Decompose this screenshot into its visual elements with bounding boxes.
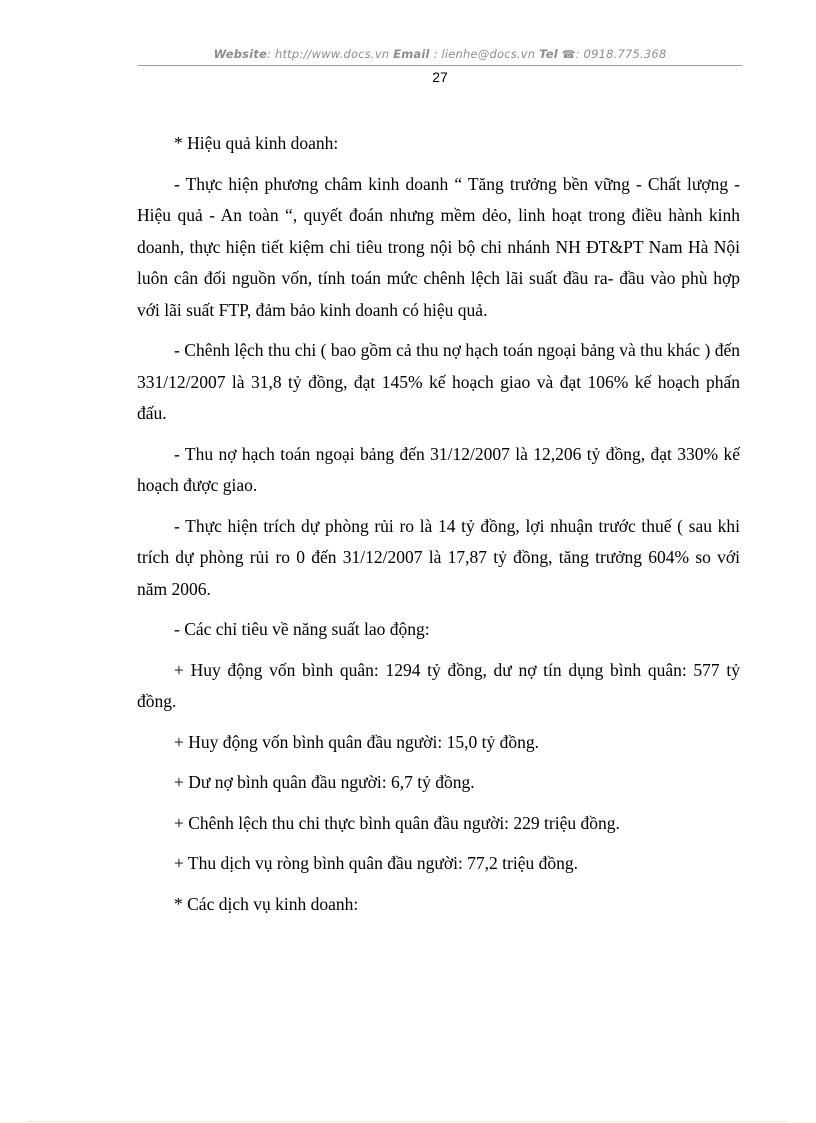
footer-divider (28, 1121, 788, 1122)
list-item-average-mobilization: + Huy động vốn bình quân: 1294 tỷ đồng, dư nợ tín dụng bình quân: 577 tỷ đồng. (137, 659, 740, 711)
section-heading-business-services: * Các dịch vụ kinh doanh: (174, 893, 359, 914)
paragraph-business-motto: - Thực hiện phương châm kinh doanh “ Tăng trưởng bền vững - Chất lượng - Hiệu quả - An toàn “, quyết đoán nhưng mềm dẻo, linh hoạt trong điều hành kinh doanh, thực hiện tiết kiệm chi tiêu trong nội bộ chi nhánh NH ĐT&PT Nam Hà Nội luôn cân đối nguồn vốn, tính toán mức chênh lệch lãi suất đầu ra- đầu vào phù hợp với lãi suất FTP, đảm bảo kinh doanh có hiệu quả. (137, 173, 740, 320)
paragraph-productivity-heading: - Các chỉ tiêu về năng suất lao động: (174, 619, 430, 639)
website-label: Website (213, 47, 268, 61)
section-heading-business-efficiency: * Hiệu quả kinh doanh: (174, 133, 339, 153)
list-item-net-income-per-capita: + Chênh lệch thu chi thực bình quân đầu người: 229 triệu đồng. (174, 812, 620, 833)
website-value: : http://www.docs.vn (267, 47, 390, 61)
tel-label: Tel (539, 47, 558, 61)
header-divider (138, 65, 742, 66)
list-item-outstanding-per-capita: + Dư nợ bình quân đầu người: 6,7 tỷ đồng. (174, 772, 475, 792)
email-label: Email (393, 47, 430, 61)
page-header (138, 47, 742, 61)
paragraph-revenue-difference: - Chênh lệch thu chi ( bao gồm cả thu nợ hạch toán ngoại bảng và thu khác ) đến 331/12/2007 là 31,8 tỷ đồng, đạt 145% kế hoạch giao và đạt 106% kế hoạch phấn đấu. (137, 340, 740, 423)
paragraph-off-balance-recovery: - Thu nợ hạch toán ngoại bảng đến 31/12/2007 là 12,206 tỷ đồng, đạt 330% kế hoạch được giao. (137, 443, 740, 495)
document-body (137, 128, 740, 929)
phone-icon: ☎ (561, 48, 576, 61)
paragraph-risk-provision: - Thực hiện trích dự phòng rủi ro là 14 tỷ đồng, lợi nhuận trước thuế ( sau khi trích dự phòng rủi ro 0 đến 31/12/2007 là 17,87 tỷ đồng, tăng trưởng 604% so với năm 2006. (137, 515, 740, 599)
list-item-mobilization-per-capita: + Huy động vốn bình quân đầu người: 15,0 tỷ đồng. (174, 731, 539, 752)
email-value: : lienhe@docs.vn (433, 47, 536, 61)
tel-value: : 0918.775.368 (575, 47, 667, 61)
list-item-service-income-per-capita: + Thu dịch vụ ròng bình quân đầu người: 77,2 triệu đồng. (174, 853, 579, 873)
page-number: 27 (432, 69, 448, 85)
